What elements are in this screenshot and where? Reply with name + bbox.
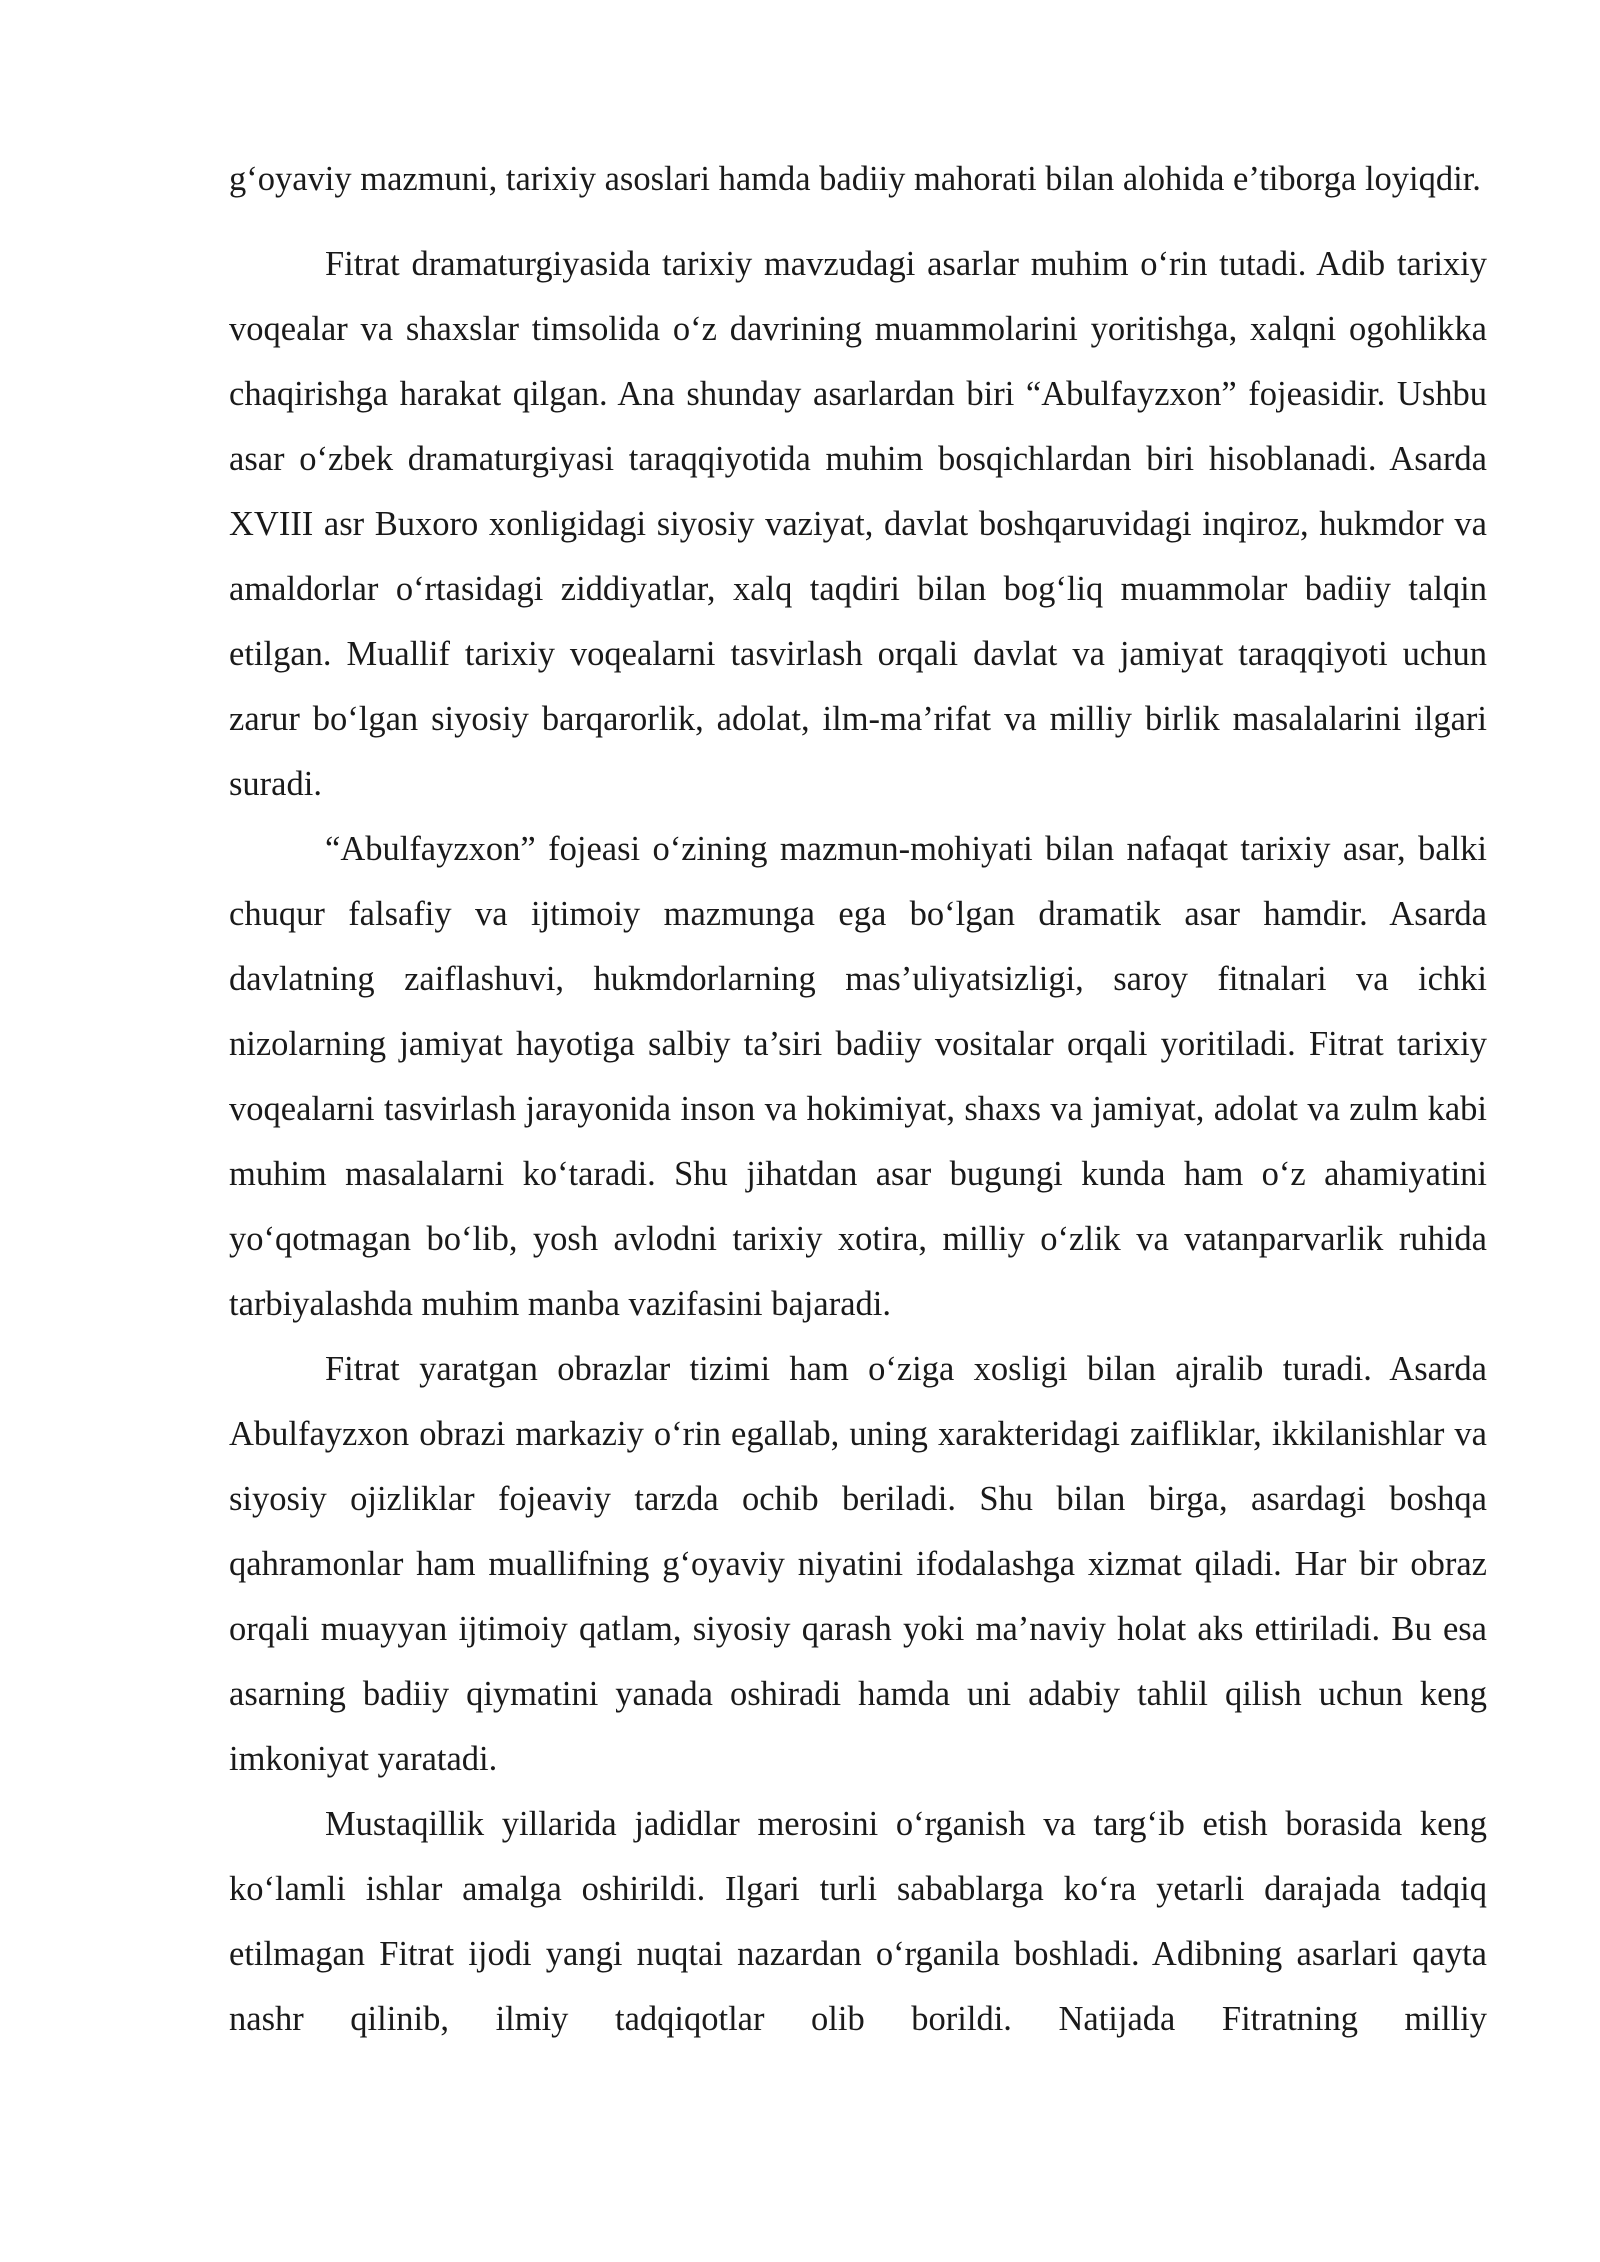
paragraph-character-system: Fitrat yaratgan obrazlar tizimi ham o‘ziga xosligi bilan ajralib turadi. Asarda Abulfayzxon obrazi markaziy o‘rin egallab, uning xarakteridagi zaifliklar, ikkilanishlar va siyosiy ojizliklar fojeaviy tarzda ochib beriladi. Shu bilan birga, asardagi boshqa qahramonlar ham muallifning g‘oyaviy niyatini ifodalashga xizmat qiladi. Har bir obraz orqali muayyan ijtimoiy qatlam, siyosiy qarash yoki ma’naviy holat aks ettiriladi. Bu esa asarning badiiy qiymatini yanada oshiradi hamda uni adabiy tahlil qilish uchun keng imkoniyat yaratadi.	[229, 1350, 1487, 1778]
document-body	[229, 147, 1487, 2052]
paragraph-independence-years: Mustaqillik yillarida jadidlar merosini o‘rganish va targ‘ib etish borasida keng ko‘lamli ishlar amalga oshirildi. Ilgari turli sabablarga ko‘ra yetarli darajada tadqiq etilmagan Fitrat ijodi yangi nuqtai nazardan o‘rganila boshladi. Adibning asarlari qayta nashr qilinib, ilmiy tadqiqotlar olib borildi. Natijada Fitratning milliy	[229, 1805, 1487, 2038]
paragraph-abulfayzxon-tragedy: “Abulfayzxon” fojeasi o‘zining mazmun-mohiyati bilan nafaqat tarixiy asar, balki chuqur falsafiy va ijtimoiy mazmunga ega bo‘lgan dramatik asar hamdir. Asarda davlatning zaiflashuvi, hukmdorlarning mas’uliyatsizligi, saroy fitnalari va ichki nizolarning jamiyat hayotiga salbiy ta’siri badiiy vositalar orqali yoritiladi. Fitrat tarixiy voqealarni tasvirlash jarayonida inson va hokimiyat, shaxs va jamiyat, adolat va zulm kabi muhim masalalarni ko‘taradi. Shu jihatdan asar bugungi kunda ham o‘z ahamiyatini yo‘qotmagan bo‘lib, yosh avlodni tarixiy xotira, milliy o‘zlik va vatanparvarlik ruhida tarbiyalashda muhim manba vazifasini bajaradi.	[229, 830, 1487, 1323]
paragraph-continuation: g‘oyaviy mazmuni, tarixiy asoslari hamda badiiy mahorati bilan alohida e’tiborga loyiqdir.	[229, 160, 1481, 198]
paragraph-fitrat-dramaturgy: Fitrat dramaturgiyasida tarixiy mavzudagi asarlar muhim o‘rin tutadi. Adib tarixiy voqealar va shaxslar timsolida o‘z davrining muammolarini yoritishga, xalqni ogohlikka chaqirishga harakat qilgan. Ana shunday asarlardan biri “Abulfayzxon” fojeasidir. Ushbu asar o‘zbek dramaturgiyasi taraqqiyotida muhim bosqichlardan biri hisoblanadi. Asarda XVIII asr Buxoro xonligidagi siyosiy vaziyat, davlat boshqaruvidagi inqiroz, hukmdor va amaldorlar o‘rtasidagi ziddiyatlar, xalq taqdiri bilan bog‘liq muammolar badiiy talqin etilgan. Muallif tarixiy voqealarni tasvirlash orqali davlat va jamiyat taraqqiyoti uchun zarur bo‘lgan siyosiy barqarorlik, adolat, ilm-ma’rifat va milliy birlik masalalarini ilgari suradi.	[229, 245, 1487, 803]
